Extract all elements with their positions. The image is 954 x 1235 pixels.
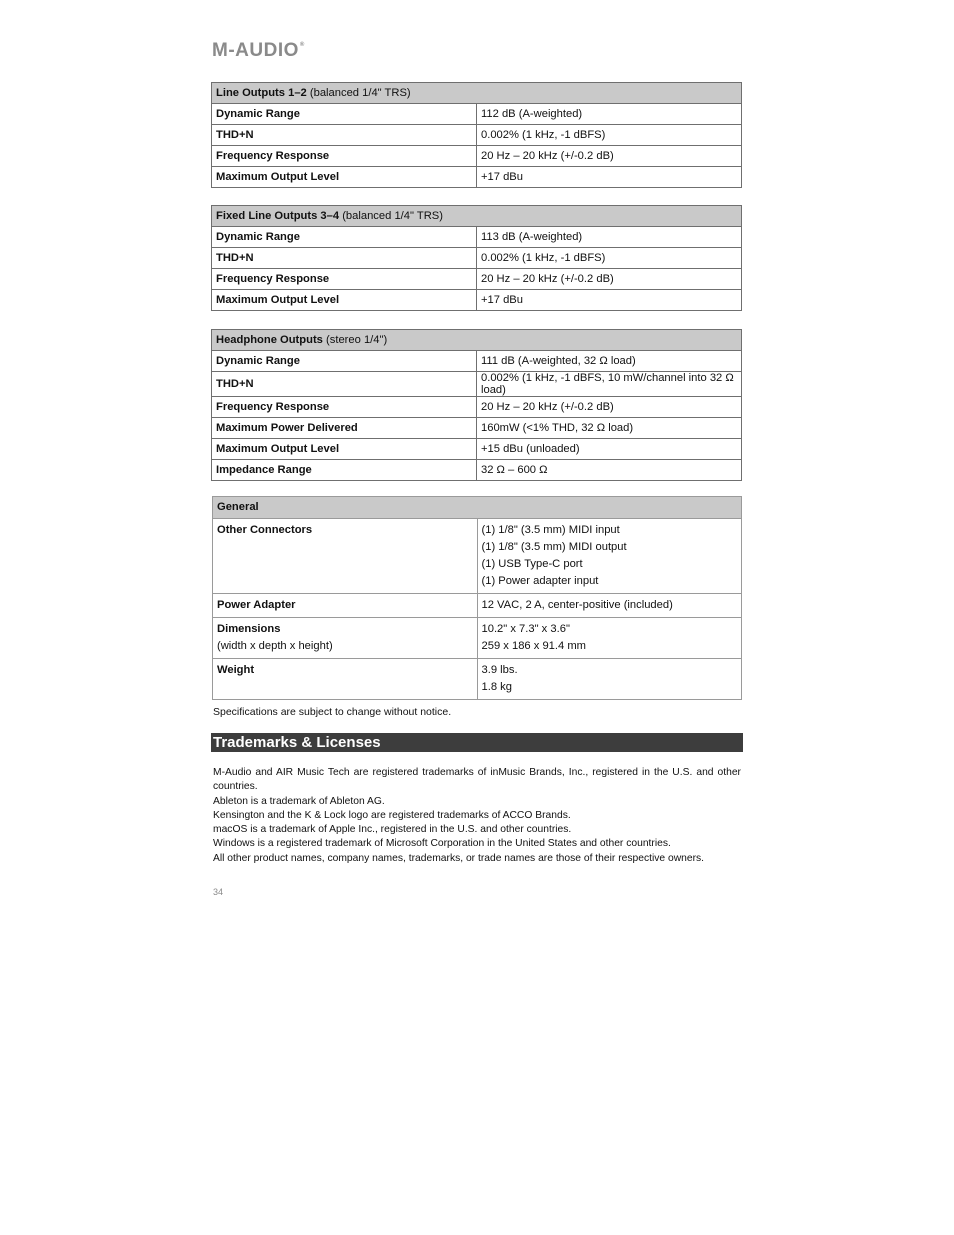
- m-audio-logo: [212, 40, 305, 62]
- row-label: Frequency Response: [212, 397, 477, 418]
- row-value: 111 dB (A-weighted, 32 Ω load): [477, 351, 742, 372]
- row-label-text: Other Connectors: [217, 524, 313, 536]
- table-row: [213, 659, 742, 700]
- table-header: [212, 206, 742, 227]
- row-value: +17 dBu: [477, 167, 742, 188]
- row-value: 20 Hz – 20 kHz (+/-0.2 dB): [477, 397, 742, 418]
- row-label-text: Power Adapter: [217, 599, 296, 611]
- logo-text: M-AUDIO: [212, 40, 299, 61]
- trademark-paragraph: macOS is a trademark of Apple Inc., registered in the U.S. and other countries.: [213, 824, 572, 836]
- row-label: [213, 594, 478, 618]
- registered-mark: ®: [299, 42, 305, 48]
- row-value: 0.002% (1 kHz, -1 dBFS): [477, 125, 742, 146]
- table-row: [212, 460, 742, 481]
- trademark-paragraph: Windows is a registered trademark of Microsoft Corporation in the United States and other countries.: [213, 838, 671, 850]
- table-row: [212, 125, 742, 146]
- table-title: Headphone Outputs: [216, 334, 323, 346]
- row-label-text: Dimensions: [217, 623, 281, 635]
- row-label: Frequency Response: [212, 269, 477, 290]
- table-row: [212, 372, 742, 397]
- row-label: THD+N: [212, 125, 477, 146]
- row-label: Dynamic Range: [212, 351, 477, 372]
- spec-table-line-outputs: [211, 82, 742, 188]
- row-value: 20 Hz – 20 kHz (+/-0.2 dB): [477, 269, 742, 290]
- weight-line: 3.9 lbs.: [481, 664, 518, 676]
- row-label: Maximum Output Level: [212, 290, 477, 311]
- table-row: [212, 351, 742, 372]
- table-row: [213, 519, 742, 594]
- row-label: THD+N: [212, 372, 477, 397]
- spec-disclaimer: Specifications are subject to change without notice.: [213, 706, 452, 718]
- table-row: [212, 439, 742, 460]
- row-value: 0.002% (1 kHz, -1 dBFS, 10 mW/channel into 32 Ω load): [477, 372, 742, 397]
- row-value: 20 Hz – 20 kHz (+/-0.2 dB): [477, 146, 742, 167]
- row-label: Dynamic Range: [212, 104, 477, 125]
- row-label: [213, 618, 478, 659]
- table-row: [212, 418, 742, 439]
- spec-table-general: [212, 496, 742, 700]
- table-subtitle: (balanced 1/4" TRS): [339, 210, 443, 222]
- table-title: Line Outputs 1–2: [216, 87, 307, 99]
- spec-table-headphone-outputs: [211, 329, 742, 481]
- row-label: THD+N: [212, 248, 477, 269]
- table-row: [212, 269, 742, 290]
- connector-line: (1) Power adapter input: [481, 575, 599, 587]
- trademarks-text: [213, 766, 741, 866]
- dimension-line: 259 x 186 x 91.4 mm: [481, 640, 586, 652]
- table-row: [213, 594, 742, 618]
- table-row: [212, 248, 742, 269]
- connector-line: (1) 1/8" (3.5 mm) MIDI output: [481, 541, 627, 553]
- trademark-paragraph: Ableton is a trademark of Ableton AG.: [213, 795, 385, 807]
- section-heading: Trademarks & Licenses: [213, 734, 381, 751]
- row-label: Impedance Range: [212, 460, 477, 481]
- row-label: Frequency Response: [212, 146, 477, 167]
- table-row: [212, 146, 742, 167]
- row-value: +17 dBu: [477, 290, 742, 311]
- page-number: 34: [213, 887, 224, 897]
- table-header: [212, 83, 742, 104]
- row-value: +15 dBu (unloaded): [477, 439, 742, 460]
- trademark-paragraph: All other product names, company names, trademarks, or trade names are those of their respective owners.: [213, 852, 705, 864]
- table-row: [213, 618, 742, 659]
- table-row: [212, 227, 742, 248]
- row-value: [477, 659, 742, 700]
- connector-line: (1) USB Type-C port: [481, 558, 583, 570]
- table-row: [212, 167, 742, 188]
- table-header: [212, 330, 742, 351]
- row-label: [213, 659, 478, 700]
- spec-table-fixed-line-outputs: [211, 205, 742, 311]
- trademark-paragraph: M-Audio and AIR Music Tech are registered trademarks of inMusic Brands, Inc., registered in the U.S. and other countries.: [213, 767, 741, 793]
- row-value: 160mW (<1% THD, 32 Ω load): [477, 418, 742, 439]
- trademark-paragraph: Kensington and the K & Lock logo are registered trademarks of ACCO Brands.: [213, 809, 571, 821]
- row-label: Dynamic Range: [212, 227, 477, 248]
- row-label: Maximum Power Delivered: [212, 418, 477, 439]
- row-value: [477, 519, 742, 594]
- row-value: [477, 618, 742, 659]
- row-label-text: Weight: [217, 664, 255, 676]
- row-value: 0.002% (1 kHz, -1 dBFS): [477, 248, 742, 269]
- dimension-line: 10.2" x 7.3" x 3.6": [481, 623, 570, 635]
- row-label: [213, 519, 478, 594]
- table-row: [212, 104, 742, 125]
- row-sublabel: (width x depth x height): [217, 640, 333, 652]
- row-value: 113 dB (A-weighted): [477, 227, 742, 248]
- weight-line: 1.8 kg: [481, 681, 512, 693]
- connector-line: (1) 1/8" (3.5 mm) MIDI input: [481, 524, 620, 536]
- row-label: Maximum Output Level: [212, 167, 477, 188]
- table-subtitle: (stereo 1/4"): [322, 334, 388, 346]
- table-subtitle: (balanced 1/4" TRS): [306, 87, 411, 99]
- table-title: Fixed Line Outputs 3–4: [216, 210, 340, 222]
- row-value: 32 Ω – 600 Ω: [477, 460, 742, 481]
- table-row: [212, 397, 742, 418]
- table-row: [212, 290, 742, 311]
- row-label: Maximum Output Level: [212, 439, 477, 460]
- table-title: General: [213, 497, 742, 519]
- section-heading-bar: [211, 733, 743, 752]
- row-value: 12 VAC, 2 A, center-positive (included): [477, 594, 742, 618]
- row-value: 112 dB (A-weighted): [477, 104, 742, 125]
